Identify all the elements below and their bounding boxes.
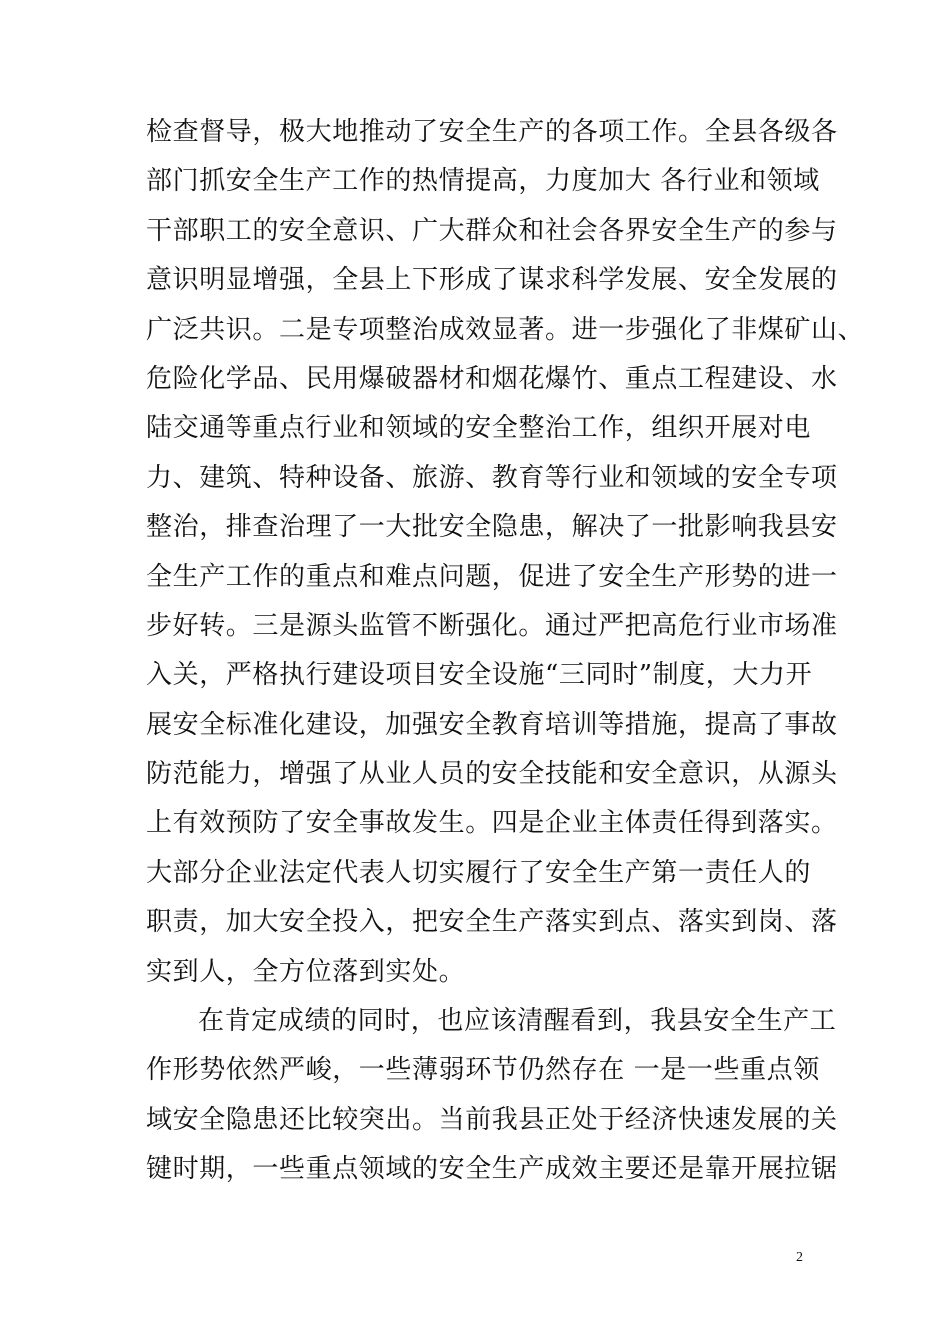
text-line: 展安全标准化建设，加强安全教育培训等措施，提高了事故 [146,709,838,740]
text-line: 整治，排查治理了一大批安全隐患，解决了一批影响我县安 [146,512,838,543]
paragraph-start-line: 在肯定成绩的同时，也应该清醒看到，我县安全生产工 [198,1006,837,1037]
text-line: 检查督导，极大地推动了安全生产的各项工作。全县各级各 [146,117,838,147]
text-line: 职责，加大安全投入，把安全生产落实到点、落实到岗、落 [146,907,838,938]
text-line: 防范能力，增强了从业人员的安全技能和安全意识，从源头 [146,759,838,790]
text-line: 上有效预防了安全事故发生。四是企业主体责任得到落实。 [146,808,838,839]
text-line: 干部职工的安全意识、广大群众和社会各界安全生产的参与 [146,215,838,246]
text-line: 广泛共识。二是专项整治成效显著。进一步强化了非煤矿山、 [146,314,865,345]
body-text [146,108,865,1195]
text-line: 大部分企业法定代表人切实履行了安全生产第一责任人的 [146,857,812,888]
text-line: 部门抓安全生产工作的热情提高，力度加大 各行业和领域 [146,166,820,197]
text-line: 意识明显增强，全县上下形成了谋求科学发展、安全发展的 [146,265,838,296]
text-line: 实到人，全方位落到实处。 [146,956,466,987]
page-number: 2 [796,1250,803,1265]
text-line: 全生产工作的重点和难点问题，促进了安全生产形势的进一 [146,561,838,592]
text-line: 入关，严格执行建设项目安全设施“三同时”制度，大力开 [146,660,813,691]
text-line: 危险化学品、民用爆破器材和烟花爆竹、重点工程建设、水 [146,363,838,394]
text-line: 域安全隐患还比较突出。当前我县正处于经济快速发展的关 [146,1104,838,1135]
text-line: 步好转。三是源头监管不断强化。通过严把高危行业市场准 [146,610,838,641]
text-line: 键时期，一些重点领域的安全生产成效主要还是靠开展拉锯 [146,1154,838,1185]
text-line: 陆交通等重点行业和领域的安全整治工作，组织开展对电 [146,413,812,444]
text-line: 力、建筑、特种设备、旅游、教育等行业和领域的安全专项 [146,462,838,493]
text-line: 作形势依然严峻，一些薄弱环节仍然存在 一是一些重点领 [146,1055,820,1086]
